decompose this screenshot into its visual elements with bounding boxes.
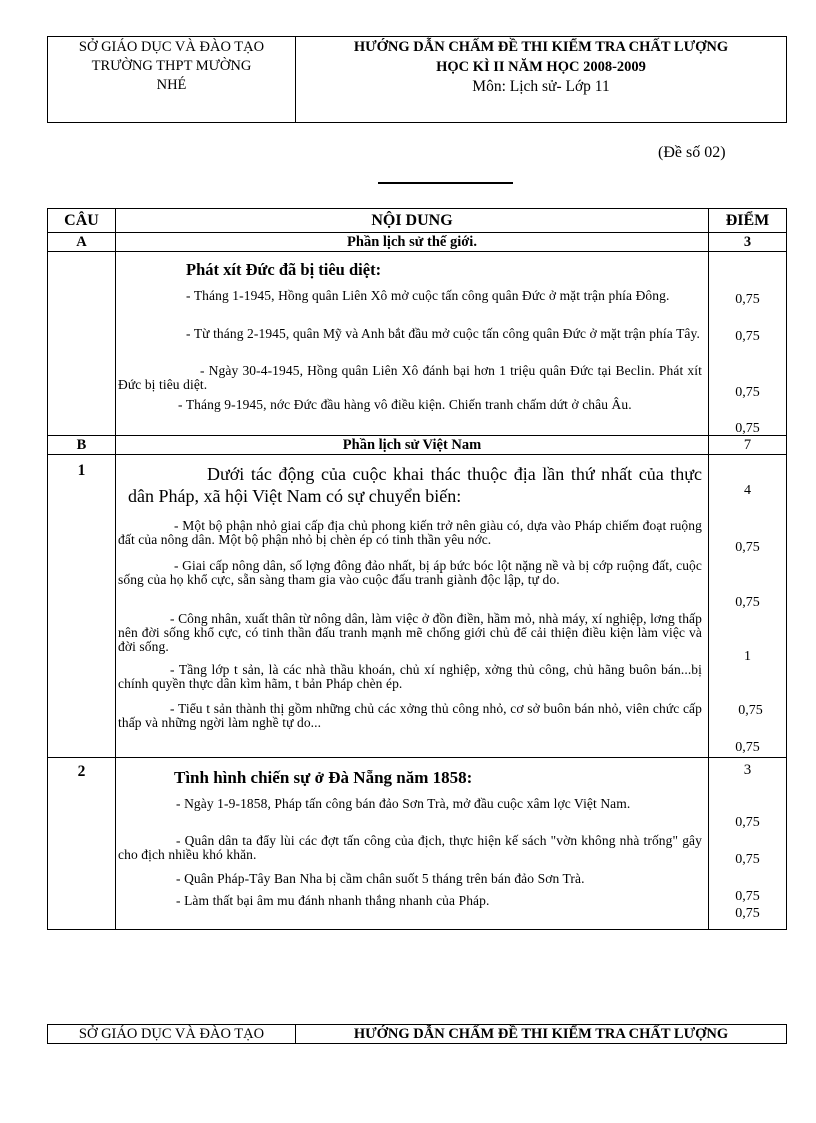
q2-heading-score: 3 bbox=[743, 762, 752, 778]
document-header bbox=[47, 36, 787, 123]
section-b-label: B bbox=[48, 436, 116, 455]
title-cell bbox=[296, 37, 787, 123]
q1-score-5: 0,75 bbox=[735, 740, 760, 755]
section-b-row bbox=[48, 436, 787, 455]
q1-point-4: - Tầng lớp t sản, là các nhà thầu khoán, chủ xí nghiệp, xởng thủ công, chủ hãng buôn bán...bị chính quyền thực dân kìm hãm, t bản Pháp chèn ép. bbox=[118, 662, 702, 691]
col-content-header: NỘI DUNG bbox=[116, 209, 709, 233]
q2-point-3: - Quân Pháp-Tây Ban Nha bị cầm chân suốt 5 tháng trên bán đảo Sơn Trà. bbox=[176, 871, 585, 886]
q2-heading: Tình hình chiến sự ở Đà Nẵng năm 1858: bbox=[174, 768, 473, 787]
school-cell bbox=[48, 37, 296, 123]
q1-score-2: 0,75 bbox=[735, 595, 760, 610]
exam-code: (Đề số 02) bbox=[658, 144, 726, 161]
doc-title-line1: HƯỚNG DẪN CHẤM ĐỀ THI KIỂM TRA CHẤT LƯỢNG bbox=[353, 39, 729, 55]
school-name-line2: NHÉ bbox=[156, 77, 187, 93]
q2-number: 2 bbox=[77, 763, 86, 780]
q2-content bbox=[116, 758, 709, 930]
a-point-2: - Từ tháng 2-1945, quân Mỹ và Anh bắt đầu mở cuộc tấn công quân Đức ở mặt trận phía Tây. bbox=[186, 326, 700, 341]
a-score-1: 0,75 bbox=[735, 292, 760, 307]
table-header-row bbox=[48, 209, 787, 233]
q1-score-3: 1 bbox=[744, 649, 751, 664]
q1-point-3: - Công nhân, xuất thân từ nông dân, làm việc ở đồn điền, hầm mỏ, nhà máy, xí nghiệp, lơng thấp nên đời sống khổ cực, có tinh thần đấu tranh mạnh mẽ chống giới chủ để cải thiện điều kiện làm việc và đời sống. bbox=[118, 611, 702, 654]
q2-point-2: - Quân dân ta đẩy lùi các đợt tấn công của địch, thực hiện kế sách "vờn không nhà trống" gây cho địch nhiều khó khăn. bbox=[118, 833, 702, 862]
q2-point-4: - Làm thất bại âm mu đánh nhanh thắng nhanh của Pháp. bbox=[176, 893, 490, 908]
section-a-label: A bbox=[48, 233, 116, 252]
a-score-3: 0,75 bbox=[735, 385, 760, 400]
department-name: SỞ GIÁO DỤC VÀ ĐÀO TẠO bbox=[78, 39, 265, 55]
q1-heading-score: 4 bbox=[744, 483, 751, 498]
q2-label bbox=[48, 758, 116, 930]
q1-score-4: 0,75 bbox=[738, 703, 763, 718]
section-a-row bbox=[48, 233, 787, 252]
q1-number: 1 bbox=[77, 462, 86, 479]
q2-score-3: 0,75 bbox=[735, 889, 760, 904]
section-a-scores bbox=[709, 252, 787, 436]
subject-line: Môn: Lịch sử- Lớp 11 bbox=[472, 78, 610, 95]
footer-title: HƯỚNG DẪN CHẤM ĐỀ THI KIỂM TRA CHẤT LƯỢNG bbox=[296, 1025, 787, 1044]
q1-score-1: 0,75 bbox=[735, 540, 760, 555]
empty-label-cell bbox=[48, 252, 116, 436]
a-score-2: 0,75 bbox=[735, 329, 760, 344]
footer-department: SỞ GIÁO DỤC VÀ ĐÀO TẠO bbox=[48, 1025, 296, 1044]
col-score-header: ĐIỂM bbox=[709, 209, 787, 233]
q1-scores bbox=[709, 455, 787, 758]
doc-title-line2: HỌC KÌ II NĂM HỌC 2008-2009 bbox=[436, 59, 646, 75]
divider-line bbox=[378, 182, 513, 184]
a-point-1: - Tháng 1-1945, Hồng quân Liên Xô mở cuộc tấn công quân Đức ở mặt trận phía Đông. bbox=[186, 288, 670, 303]
school-name-line1: TRƯỜNG THPT MƯỜNG bbox=[91, 58, 252, 74]
section-b-score: 7 bbox=[709, 436, 787, 455]
q1-point-1: - Một bộ phận nhỏ giai cấp địa chủ phong kiến trở nên giàu có, dựa vào Pháp chiếm đoạt ruộng đất của nông dân. Một bộ phận nhỏ bị chèn ép có tinh thần yêu nớc. bbox=[118, 518, 702, 547]
section-a-content-row bbox=[48, 252, 787, 436]
a-point-3: - Ngày 30-4-1945, Hồng quân Liên Xô đánh bại hơn 1 triệu quân Đức tại Beclin. Phát xít Đức bị tiêu diệt. bbox=[118, 363, 702, 392]
q2-score-1: 0,75 bbox=[735, 815, 760, 830]
section-a-content bbox=[116, 252, 709, 436]
section-a-title: Phần lịch sử thế giới. bbox=[116, 233, 709, 252]
q1-point-5: - Tiểu t sản thành thị gồm những chủ các xởng thủ công nhỏ, cơ sở buôn bán nhỏ, viên chức cấp thấp và những ngời làm nghề tự do... bbox=[118, 701, 702, 730]
q1-heading: Dưới tác động của cuộc khai thác thuộc địa lần thứ nhất của thực dân Pháp, xã hội Việt Nam có sự chuyển biến: bbox=[128, 464, 702, 506]
q1-content bbox=[116, 455, 709, 758]
section-b-title: Phần lịch sử Việt Nam bbox=[116, 436, 709, 455]
section-a-score: 3 bbox=[709, 233, 787, 252]
q2-point-1: - Ngày 1-9-1858, Pháp tấn công bán đảo Sơn Trà, mở đầu cuộc xâm lợc Việt Nam. bbox=[176, 796, 631, 811]
q2-score-2: 0,75 bbox=[735, 852, 760, 867]
col-question-header: CÂU bbox=[48, 209, 116, 233]
a-score-4: 0,75 bbox=[735, 421, 760, 436]
grading-table bbox=[47, 208, 787, 930]
question-2-row bbox=[48, 758, 787, 930]
q1-label bbox=[48, 455, 116, 758]
question-1-row bbox=[48, 455, 787, 758]
next-page-header bbox=[47, 1024, 787, 1044]
q1-point-2: - Giai cấp nông dân, số lợng đông đảo nhất, bị áp bức bóc lột nặng nề và bị cớp ruộng đất, cuộc sống của họ khổ cực, sẵn sàng tham gia vào cuộc đấu tranh giành độc lập, tự do. bbox=[118, 558, 702, 587]
a-heading: Phát xít Đức đã bị tiêu diệt: bbox=[186, 260, 382, 279]
q2-scores bbox=[709, 758, 787, 930]
a-point-4: - Tháng 9-1945, nớc Đức đầu hàng vô điều kiện. Chiến tranh chấm dứt ở châu Âu. bbox=[178, 397, 632, 412]
q2-score-4: 0,75 bbox=[735, 906, 760, 921]
